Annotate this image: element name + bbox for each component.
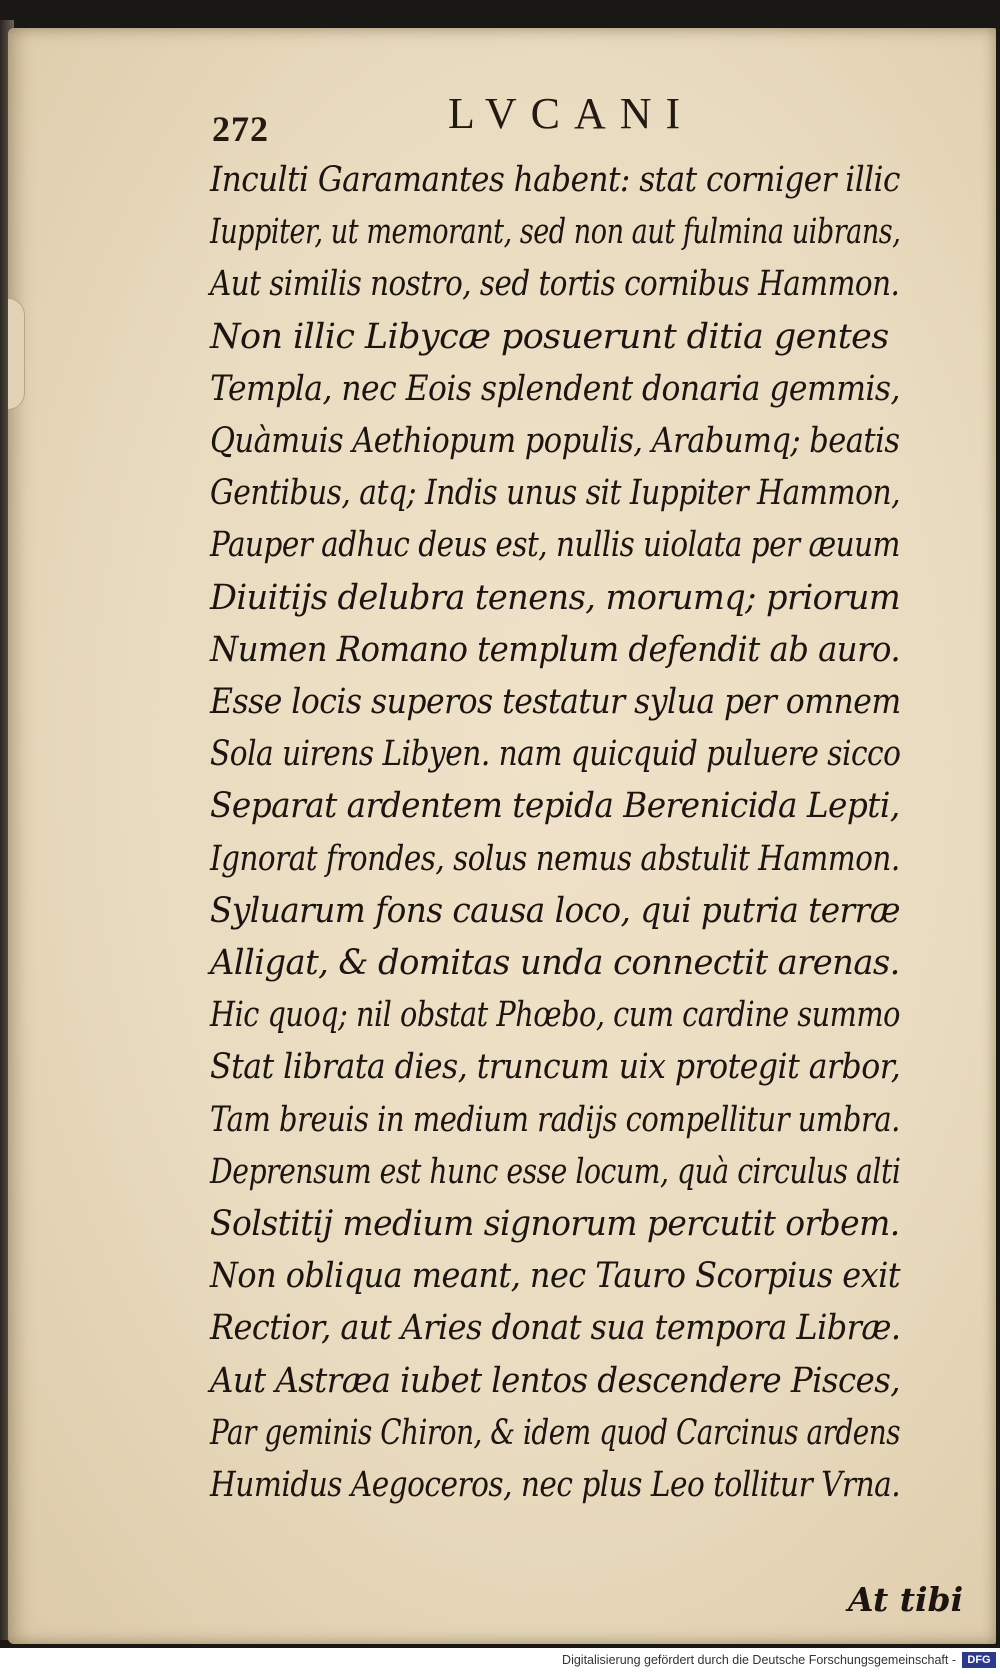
verse-line: Par geminis Chiron, & idem quod Carcinus ardens [210, 1412, 901, 1453]
verse-line: Templa, nec Eois splendent donaria gemmis, [210, 368, 900, 409]
verse-line: Syluarum fons causa loco, qui putria terræ [210, 890, 900, 931]
verse-line: Esse locis superos testatur sylua per omnem [210, 682, 901, 722]
verse-line: Gentibus, atq; Indis unus sit Iuppiter Hammon, [210, 473, 901, 514]
page-number: 272 [212, 109, 269, 149]
verse-line: Rectior, aut Aries donat sua tempora Libræ. [210, 1308, 901, 1349]
catchword: At tibi [848, 1580, 964, 1619]
verse-line: Non obliqua meant, nec Tauro Scorpius exit [210, 1256, 901, 1297]
verse-line: Ignorat frondes, solus nemus abstulit Hammon. [210, 838, 900, 879]
verse-line: Tam breuis in medium radijs compellitur umbra. [210, 1099, 900, 1140]
verse-line: Numen Romano templum defendit ab auro. [210, 629, 901, 670]
funding-credit: Digitalisierung gefördert durch die Deutsche Forschungsgemeinschaft - [562, 1653, 956, 1667]
verse-line: Humidus Aegoceros, nec plus Leo tollitur Vrna. [210, 1465, 901, 1505]
page-edge-tab [8, 298, 25, 410]
verse-line: Hic quoq; nil obstat Phœbo, cum cardine summo [210, 995, 900, 1036]
verse-line: Inculti Garamantes habent: stat corniger illic [210, 160, 900, 200]
verse-line: Alligat, & domitas unda connectit arenas. [210, 943, 900, 983]
verse-line: Solstitij medium signorum percutit orbem. [210, 1204, 900, 1244]
verse-line: Sola uirens Libyen. nam quicquid puluere sicco [210, 734, 901, 775]
verse-line: Pauper adhuc deus est, nullis uiolata per æuum [210, 525, 900, 566]
verse-line: Deprensum est hunc esse locum, quà circulus alti [210, 1151, 901, 1192]
running-head: LVCANI [448, 89, 695, 138]
verse-line: Aut similis nostro, sed tortis cornibus Hammon. [210, 264, 900, 305]
verse-line: Diuitijs delubra tenens, morumq; priorum [210, 577, 901, 618]
verse-line: Stat librata dies, truncum uix protegit arbor, [210, 1047, 901, 1088]
verse-line: Separat ardentem tepida Berenicida Lepti, [210, 786, 900, 827]
verse-line: Aut Astræa iubet lentos descendere Pisces, [210, 1360, 901, 1401]
verse-line: Iuppiter, ut memorant, sed non aut fulmina uibrans, [210, 212, 901, 253]
verse-line: Quàmuis Aethiopum populis, Arabumq; beatis [210, 421, 900, 461]
dfg-logo: DFG [962, 1652, 996, 1668]
verse-line: Non illic Libycæ posuerunt ditia gentes [210, 316, 889, 357]
